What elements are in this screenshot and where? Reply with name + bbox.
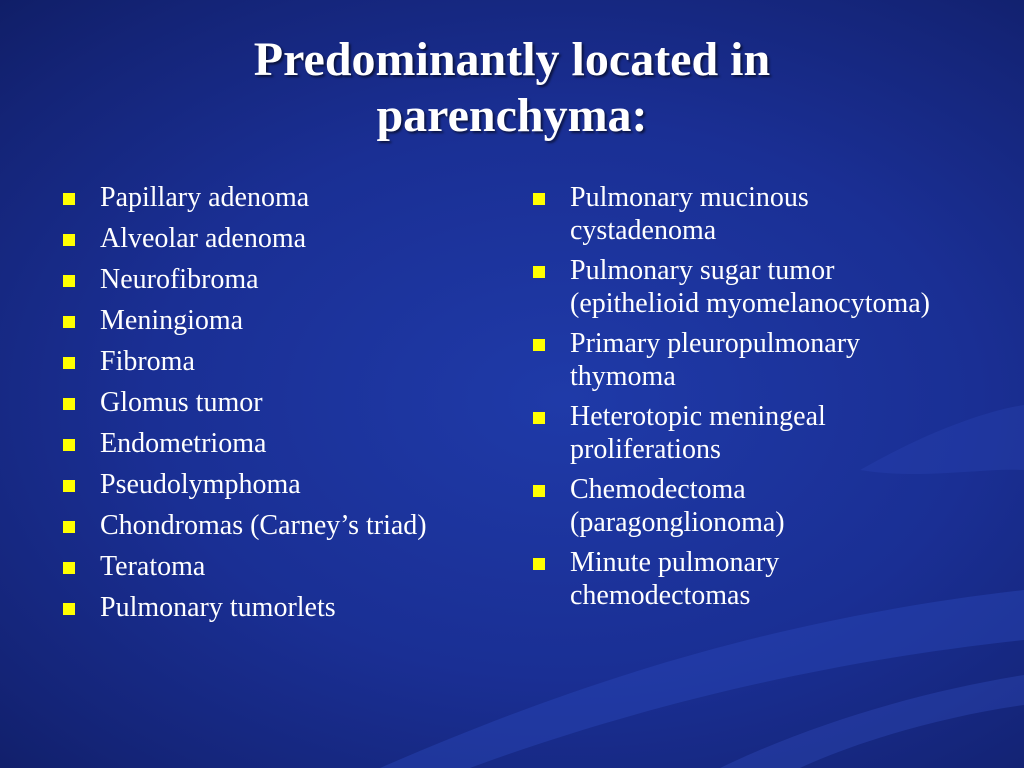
square-bullet-icon [63, 275, 75, 287]
list-item [63, 304, 513, 337]
square-bullet-icon [63, 316, 75, 328]
list-item [533, 546, 953, 612]
square-bullet-icon [533, 412, 545, 424]
square-bullet-icon [63, 562, 75, 574]
square-bullet-icon [63, 439, 75, 451]
list-item-text: Primary pleuropulmonary thymoma [570, 328, 861, 392]
list-item [63, 509, 513, 542]
list-item [63, 222, 513, 255]
square-bullet-icon [63, 480, 75, 492]
square-bullet-icon [63, 603, 75, 615]
square-bullet-icon [63, 193, 75, 205]
slide-title [0, 32, 1024, 144]
list-item [533, 254, 953, 320]
list-item [63, 263, 513, 296]
list-item [63, 345, 513, 378]
square-bullet-icon [63, 357, 75, 369]
list-item-text: Pseudolymphoma [100, 469, 301, 500]
list-item [533, 327, 953, 393]
slide-title-line-2: parenchyma: [376, 89, 648, 142]
list-item-text: Meningioma [100, 305, 244, 336]
list-item-text: Pulmonary tumorlets [100, 592, 336, 623]
list-item-text: Heterotopic meningeal proliferations [570, 401, 826, 465]
list-item [63, 386, 513, 419]
list-item-text: Minute pulmonary chemodectomas [570, 547, 780, 611]
list-item-text: Endometrioma [100, 428, 267, 459]
slide-title-line-1: Predominantly located in [253, 33, 771, 86]
list-item-text: Alveolar adenoma [100, 223, 307, 254]
square-bullet-icon [533, 558, 545, 570]
square-bullet-icon [63, 398, 75, 410]
right-bullet-list [533, 181, 953, 619]
list-item-text: Pulmonary sugar tumor (epithelioid myomelanocytoma) [570, 255, 931, 319]
list-item-text: Papillary adenoma [100, 182, 310, 213]
list-item [533, 400, 953, 466]
list-item-text: Chemodectoma (paragonglionoma) [570, 474, 785, 538]
square-bullet-icon [533, 266, 545, 278]
list-item-text: Glomus tumor [100, 387, 263, 418]
square-bullet-icon [533, 339, 545, 351]
square-bullet-icon [63, 234, 75, 246]
list-item-text: Neurofibroma [100, 264, 259, 295]
list-item [533, 181, 953, 247]
list-item [63, 468, 513, 501]
list-item-text: Chondromas (Carney’s triad) [100, 510, 427, 541]
list-item [533, 473, 953, 539]
list-item [63, 550, 513, 583]
square-bullet-icon [533, 485, 545, 497]
square-bullet-icon [63, 521, 75, 533]
square-bullet-icon [533, 193, 545, 205]
list-item-text: Fibroma [100, 346, 195, 377]
list-item [63, 427, 513, 460]
left-bullet-list [63, 181, 513, 632]
list-item [63, 591, 513, 624]
list-item-text: Teratoma [100, 551, 206, 582]
list-item [63, 181, 513, 214]
list-item-text: Pulmonary mucinous cystadenoma [570, 182, 809, 246]
